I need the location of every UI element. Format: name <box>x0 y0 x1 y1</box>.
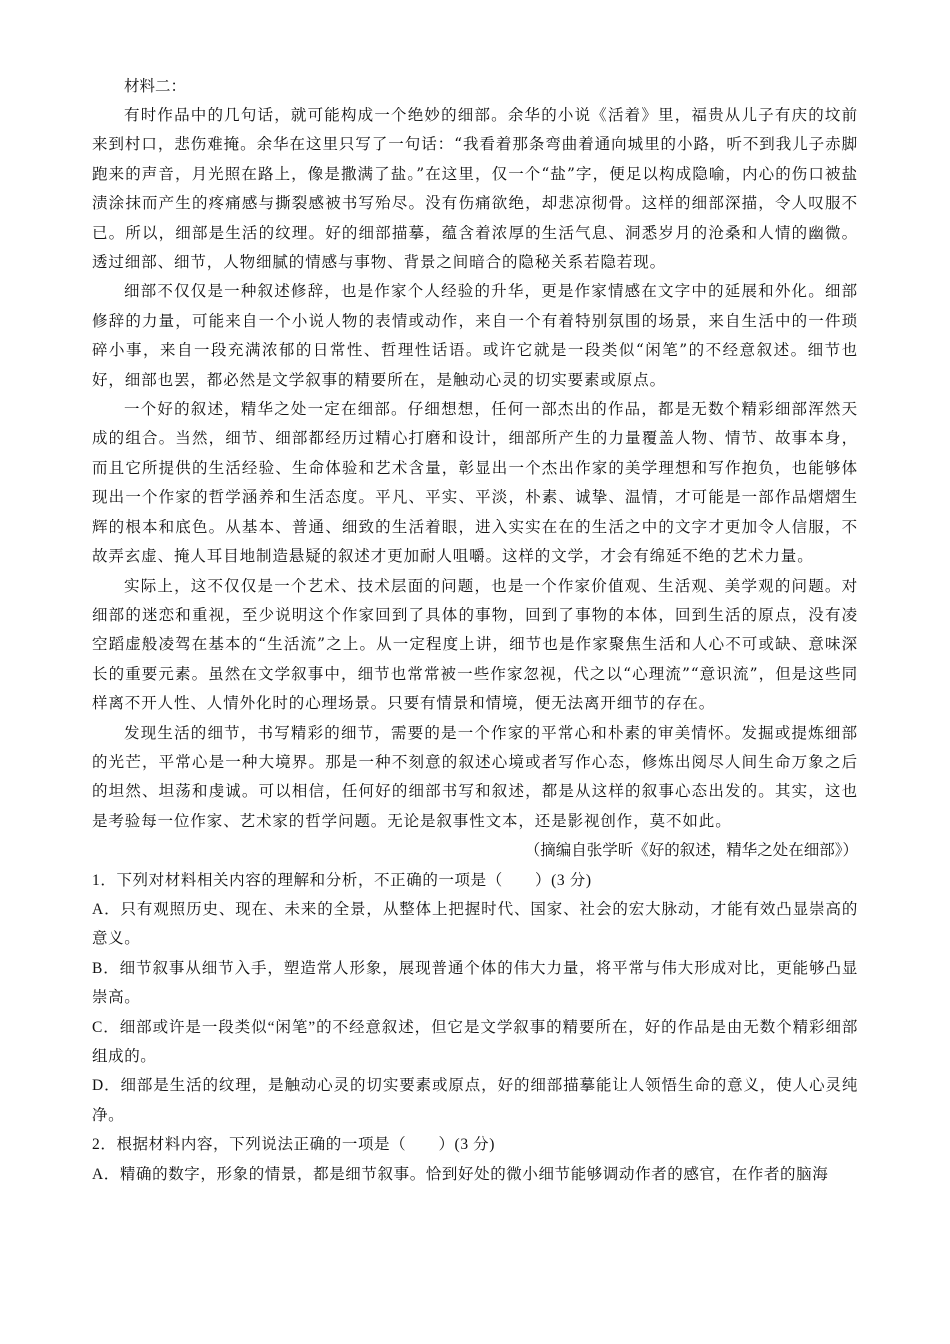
paragraph-4: 实际上，这不仅仅是一个艺术、技术层面的问题，也是一个作家价值观、生活观、美学观的问题。对细部的迷恋和重视，至少说明这个作家回到了具体的事物，回到了事物的本体，回到生活的原点，没有凌空蹈虚般凌驾在基本的“生活流”之上。从一定程度上讲，细节也是作家聚焦生活和人心不可或缺、意味深长的重要元素。虽然在文学叙事中，细节也常常被一些作家忽视，代之以“心理流”“意识流”，但是这些同样离不开人性、人情外化时的心理场景。只要有情景和情境，便无法离开细节的存在。 <box>92 576 858 713</box>
question-1-option-c: C．细部或许是一段类似“闲笔”的不经意叙述，但它是文学叙事的精要所在，好的作品是由无数个精彩细部组成的。 <box>92 1018 858 1065</box>
question-1 <box>92 866 858 1131</box>
paragraph-1: 有时作品中的几句话，就可能构成一个绝妙的细部。余华的小说《活着》里，福贵从儿子有庆的坟前来到村口，悲伤难掩。余华在这里只写了一句话：“我看着那条弯曲着通向城里的小路，听不到我儿子赤脚跑来的声音，月光照在路上，像是撒满了盐。”在这里，仅一个“盐”字，便足以构成隐喻，内心的伤口被盐渍涂抹而产生的疼痛感与撕裂感被书写殆尽。没有伤痛欲绝，却悲凉彻骨。这样的细部深描，令人叹服不已。所以，细部是生活的纹理。好的细部描摹，蕴含着浓厚的生活气息、洞悉岁月的沧桑和人情的幽微。透过细部、细节，人物细腻的情感与事物、背景之间暗合的隐秘关系若隐若现。 <box>92 106 858 272</box>
question-2 <box>92 1130 858 1189</box>
source-note: （摘编自张学昕《好的叙述，精华之处在细部》） <box>524 841 858 860</box>
material-heading: 材料二： <box>124 77 187 95</box>
question-2-stem: 2．根据材料内容，下列说法正确的一项是（ ）(3 分) <box>92 1136 495 1154</box>
question-1-stem: 1．下列对材料相关内容的理解和分析，不正确的一项是（ ）(3 分) <box>92 871 592 889</box>
question-1-option-d: D．细部是生活的纹理，是触动心灵的切实要素或原点，好的细部描摹能让人领悟生命的意义，使人心灵纯净。 <box>92 1077 858 1124</box>
paragraph-3: 一个好的叙述，精华之处一定在细部。仔细想想，任何一部杰出的作品，都是无数个精彩细部浑然天成的组合。当然，细节、细部都经历过精心打磨和设计，细部所产生的力量覆盖人物、情节、故事本身，而且它所提供的生活经验、生命体验和艺术含量，彰显出一个杰出作家的美学理想和写作抱负，也能够体现出一个作家的哲学涵养和生活态度。平凡、平实、平淡，朴素、诚挚、温情，才可能是一部作品熠熠生辉的根本和底色。从基本、普通、细致的生活着眼，进入实实在在的生活之中的文字才更加令人信服，不故弄玄虚、掩人耳目地制造悬疑的叙述才更加耐人咀嚼。这样的文学，才会有绵延不绝的艺术力量。 <box>92 400 858 566</box>
question-2-option-a: A．精确的数字，形象的情景，都是细节叙事。恰到好处的微小细节能够调动作者的感官，在作者的脑海 <box>92 1165 829 1183</box>
paragraph-5: 发现生活的细节，书写精彩的细节，需要的是一个作家的平常心和朴素的审美情怀。发掘或提炼细部的光芒，平常心是一种大境界。那是一种不刻意的叙述心境或者写作心态，修炼出阅尽人间生命万象之后的坦然、坦荡和虔诚。可以相信，任何好的细部书写和叙述，都是从这样的叙事心态出发的。其实，这也是考验每一位作家、艺术家的哲学问题。无论是叙事性文本，还是影视创作，莫不如此。 <box>92 723 858 830</box>
question-1-option-a: A．只有观照历史、现在、未来的全景，从整体上把握时代、国家、社会的宏大脉动，才能有效凸显崇高的意义。 <box>92 900 858 948</box>
question-1-option-b: B．细节叙事从细节入手，塑造常人形象，展现普通个体的伟大力量，将平常与伟大形成对比，更能够凸显崇高。 <box>92 959 858 1007</box>
paragraph-2: 细部不仅仅是一种叙述修辞，也是作家个人经验的升华，更是作家情感在文字中的延展和外化。细部修辞的力量，可能来自一个小说人物的表情或动作，来自一个有着特别氛围的场景，来自生活中的一件琐碎小事，来自一段充满浓郁的日常性、哲理性话语。或许它就是一段类似“闲笔”的不经意叙述。细节也好，细部也罢，都必然是文学叙事的精要所在，是触动心灵的切实要素或原点。 <box>92 282 858 389</box>
